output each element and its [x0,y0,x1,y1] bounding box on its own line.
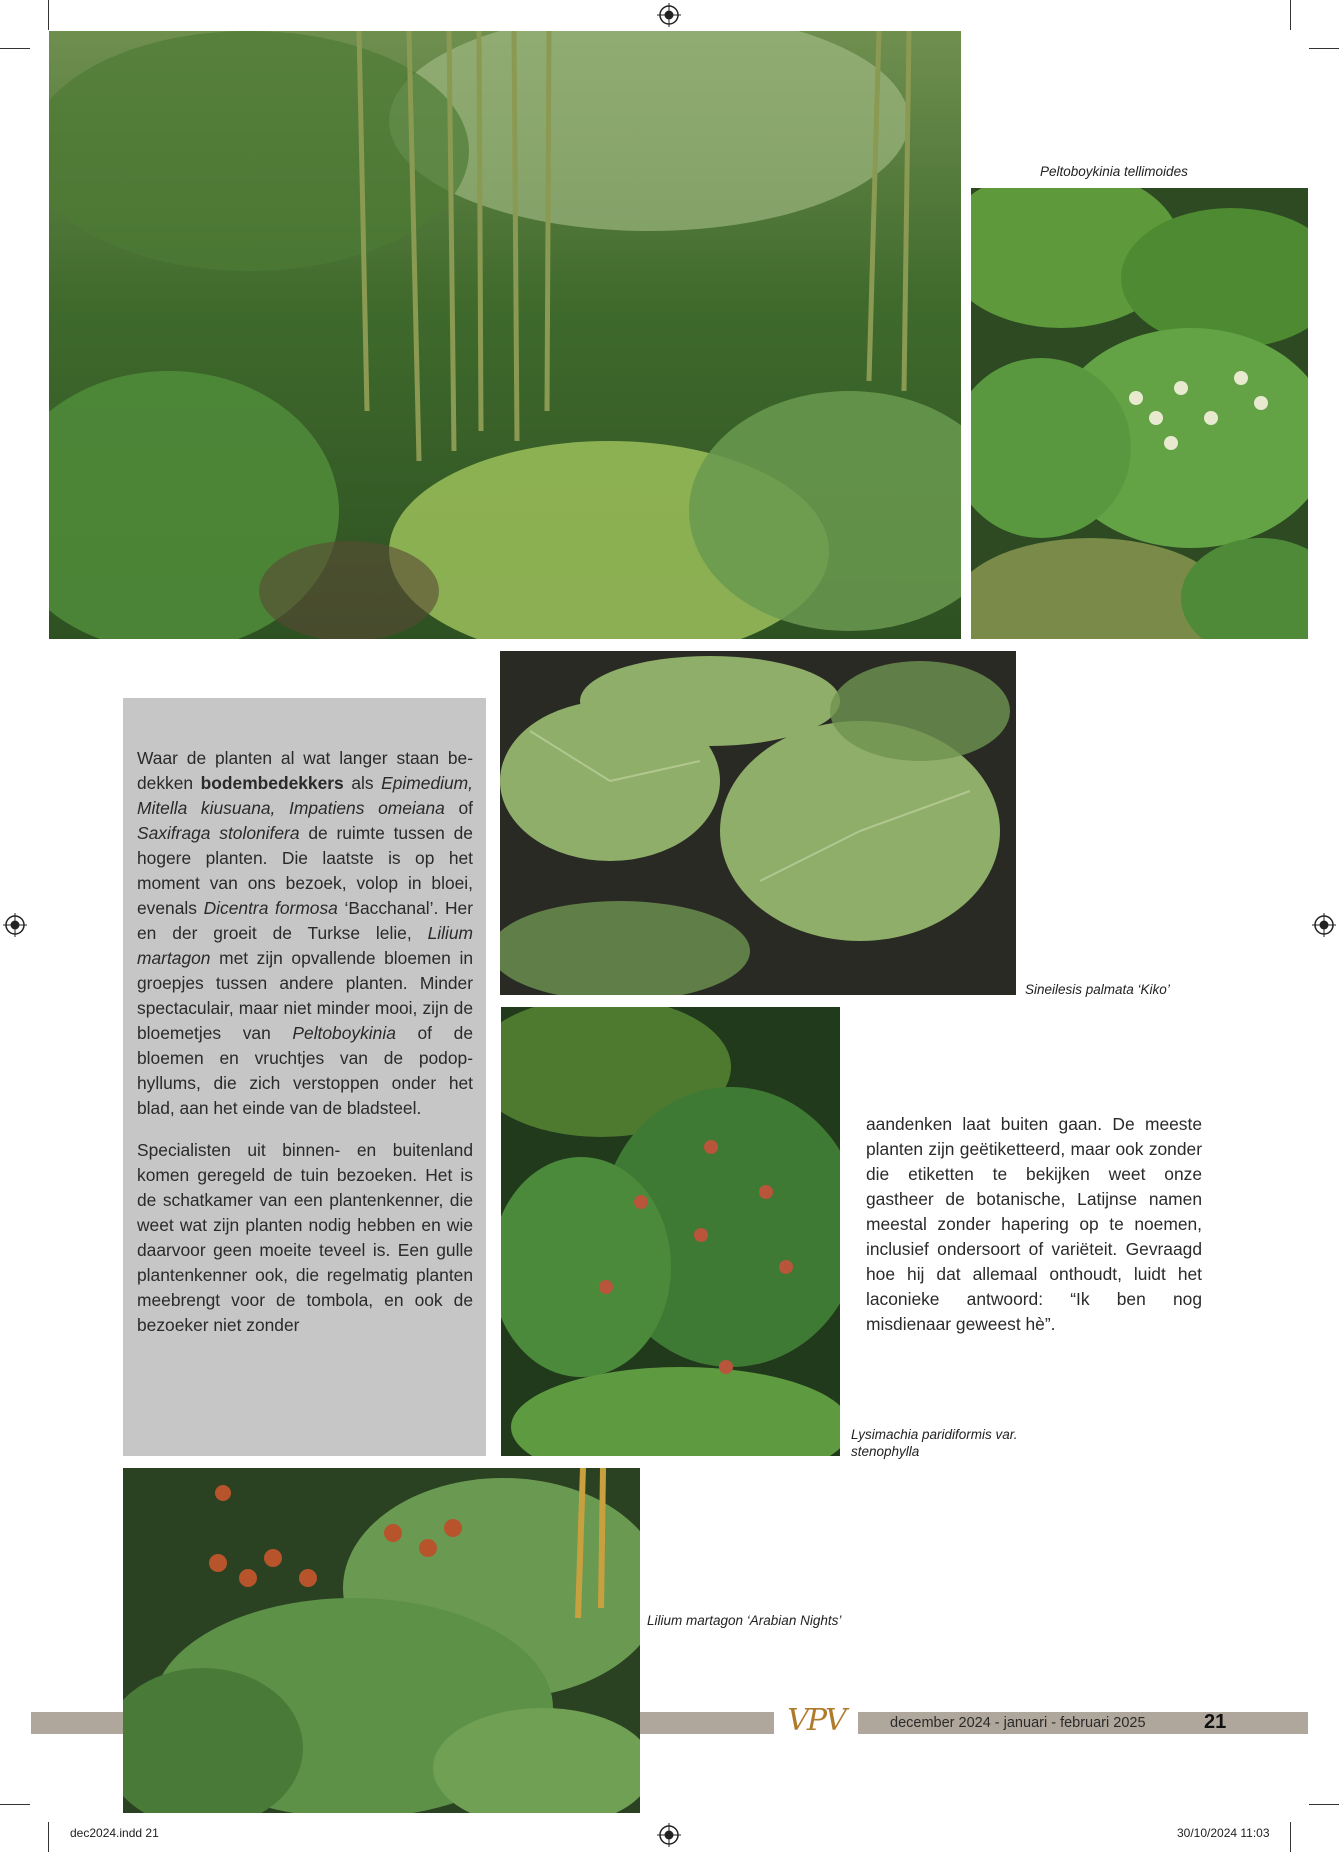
crop-mark [1309,1804,1339,1805]
plant-name: Dicentra formosa [203,898,338,918]
registration-mark-icon [657,3,681,27]
crop-mark [48,0,49,30]
paragraph: Specialisten uit binnen- en buitenland komen geregeld de tuin bezoeken. Het is de schatkamer van een plantenkenner, die weet wat zijn planten nodig hebben en wie daarvoor geen moeite teveel is. Een gulle plantenkenner ook, die regelmatig planten meebrengt voor de tombola, en ook de bezoeker niet zonder [137,1140,473,1335]
crop-mark [1290,1822,1291,1852]
page-number: 21 [1204,1711,1227,1733]
text-run: Waar de planten al wat langer staan bedekken [137,748,473,793]
caption-lilium: Lilium martagon ‘Arabian Nights’ [647,1613,842,1628]
text-run: of de bloemen en vruchtjes van de podophyllums, die zich verstoppen onder het blad, aan het einde van de bladsteel. [137,1023,473,1118]
lilium-photo [123,1468,640,1813]
text-run: met zijn opvallende bloemen in groepjes tussen andere planten. Minder spectaculair, maar niet minder mooi, zijn de bloemetjes van [137,948,473,1043]
vpv-logo: VPV [774,1700,858,1742]
crop-mark [0,48,30,49]
plant-name: Saxifraga stolonifera [137,823,300,843]
plant-name: Epimedium, Mitella kiusuana, Impatiens omeiana [137,773,473,818]
text-box [123,698,486,1456]
lysimachia-photo [501,1007,840,1456]
sinacalia-photo [500,651,1016,995]
slug-timestamp: 30/10/2024 11:03 [1177,1826,1270,1840]
peltoboykinia-photo [971,188,1308,639]
text-run: de ruimte tussen de hogere planten. Die laatste is op het moment van ons bezoek, volop in bloei, evenals [137,823,473,918]
text-run: als [343,773,382,793]
issue-date: december 2024 - januari - februari 2025 [890,1715,1146,1731]
bold-term: bodembedekkers [200,773,344,793]
crop-mark [0,1804,30,1805]
body-text-right [866,1112,1202,1337]
text-box-content [137,746,473,1355]
paragraph: aandenken laat buiten gaan. De meeste planten zijn geëtiketteerd, maar ook zonder die etiketten te bekijken weet onze gastheer de botanische, Latijnse namen meestal zonder hapering op te noemen, inclusief ondersoort of variëteit. Gevraagd hoe hij dat allemaal onthoudt, luidt het laconieke antwoord: “Ik ben nog misdienaar geweest hè”. [866,1114,1202,1334]
caption-peltoboykinia: Peltoboykinia tellimoides [1040,164,1188,179]
garden-photo [49,31,961,639]
caption-lysimachia-line1: Lysimachia paridiformis var. [851,1427,1018,1442]
plant-name: Lilium martagon [137,923,473,968]
crop-mark [1290,0,1291,30]
caption-lysimachia [851,1426,1018,1460]
text-run: ‘Bacchanal’. Her en der groeit de Turkse lelie, [137,898,473,943]
plant-name: Peltoboykinia [292,1023,396,1043]
caption-sinacalia: Sineilesis palmata ‘Kiko’ [1025,982,1170,997]
caption-lysimachia-line2: stenophylla [851,1444,920,1459]
paragraph [137,746,473,1121]
slug-file: dec2024.indd 21 [70,1826,159,1840]
crop-mark [48,1822,49,1852]
text-run: of [444,798,473,818]
registration-mark-icon [657,1823,681,1847]
crop-mark [1309,48,1339,49]
registration-mark-icon [1312,913,1336,937]
registration-mark-icon [3,913,27,937]
